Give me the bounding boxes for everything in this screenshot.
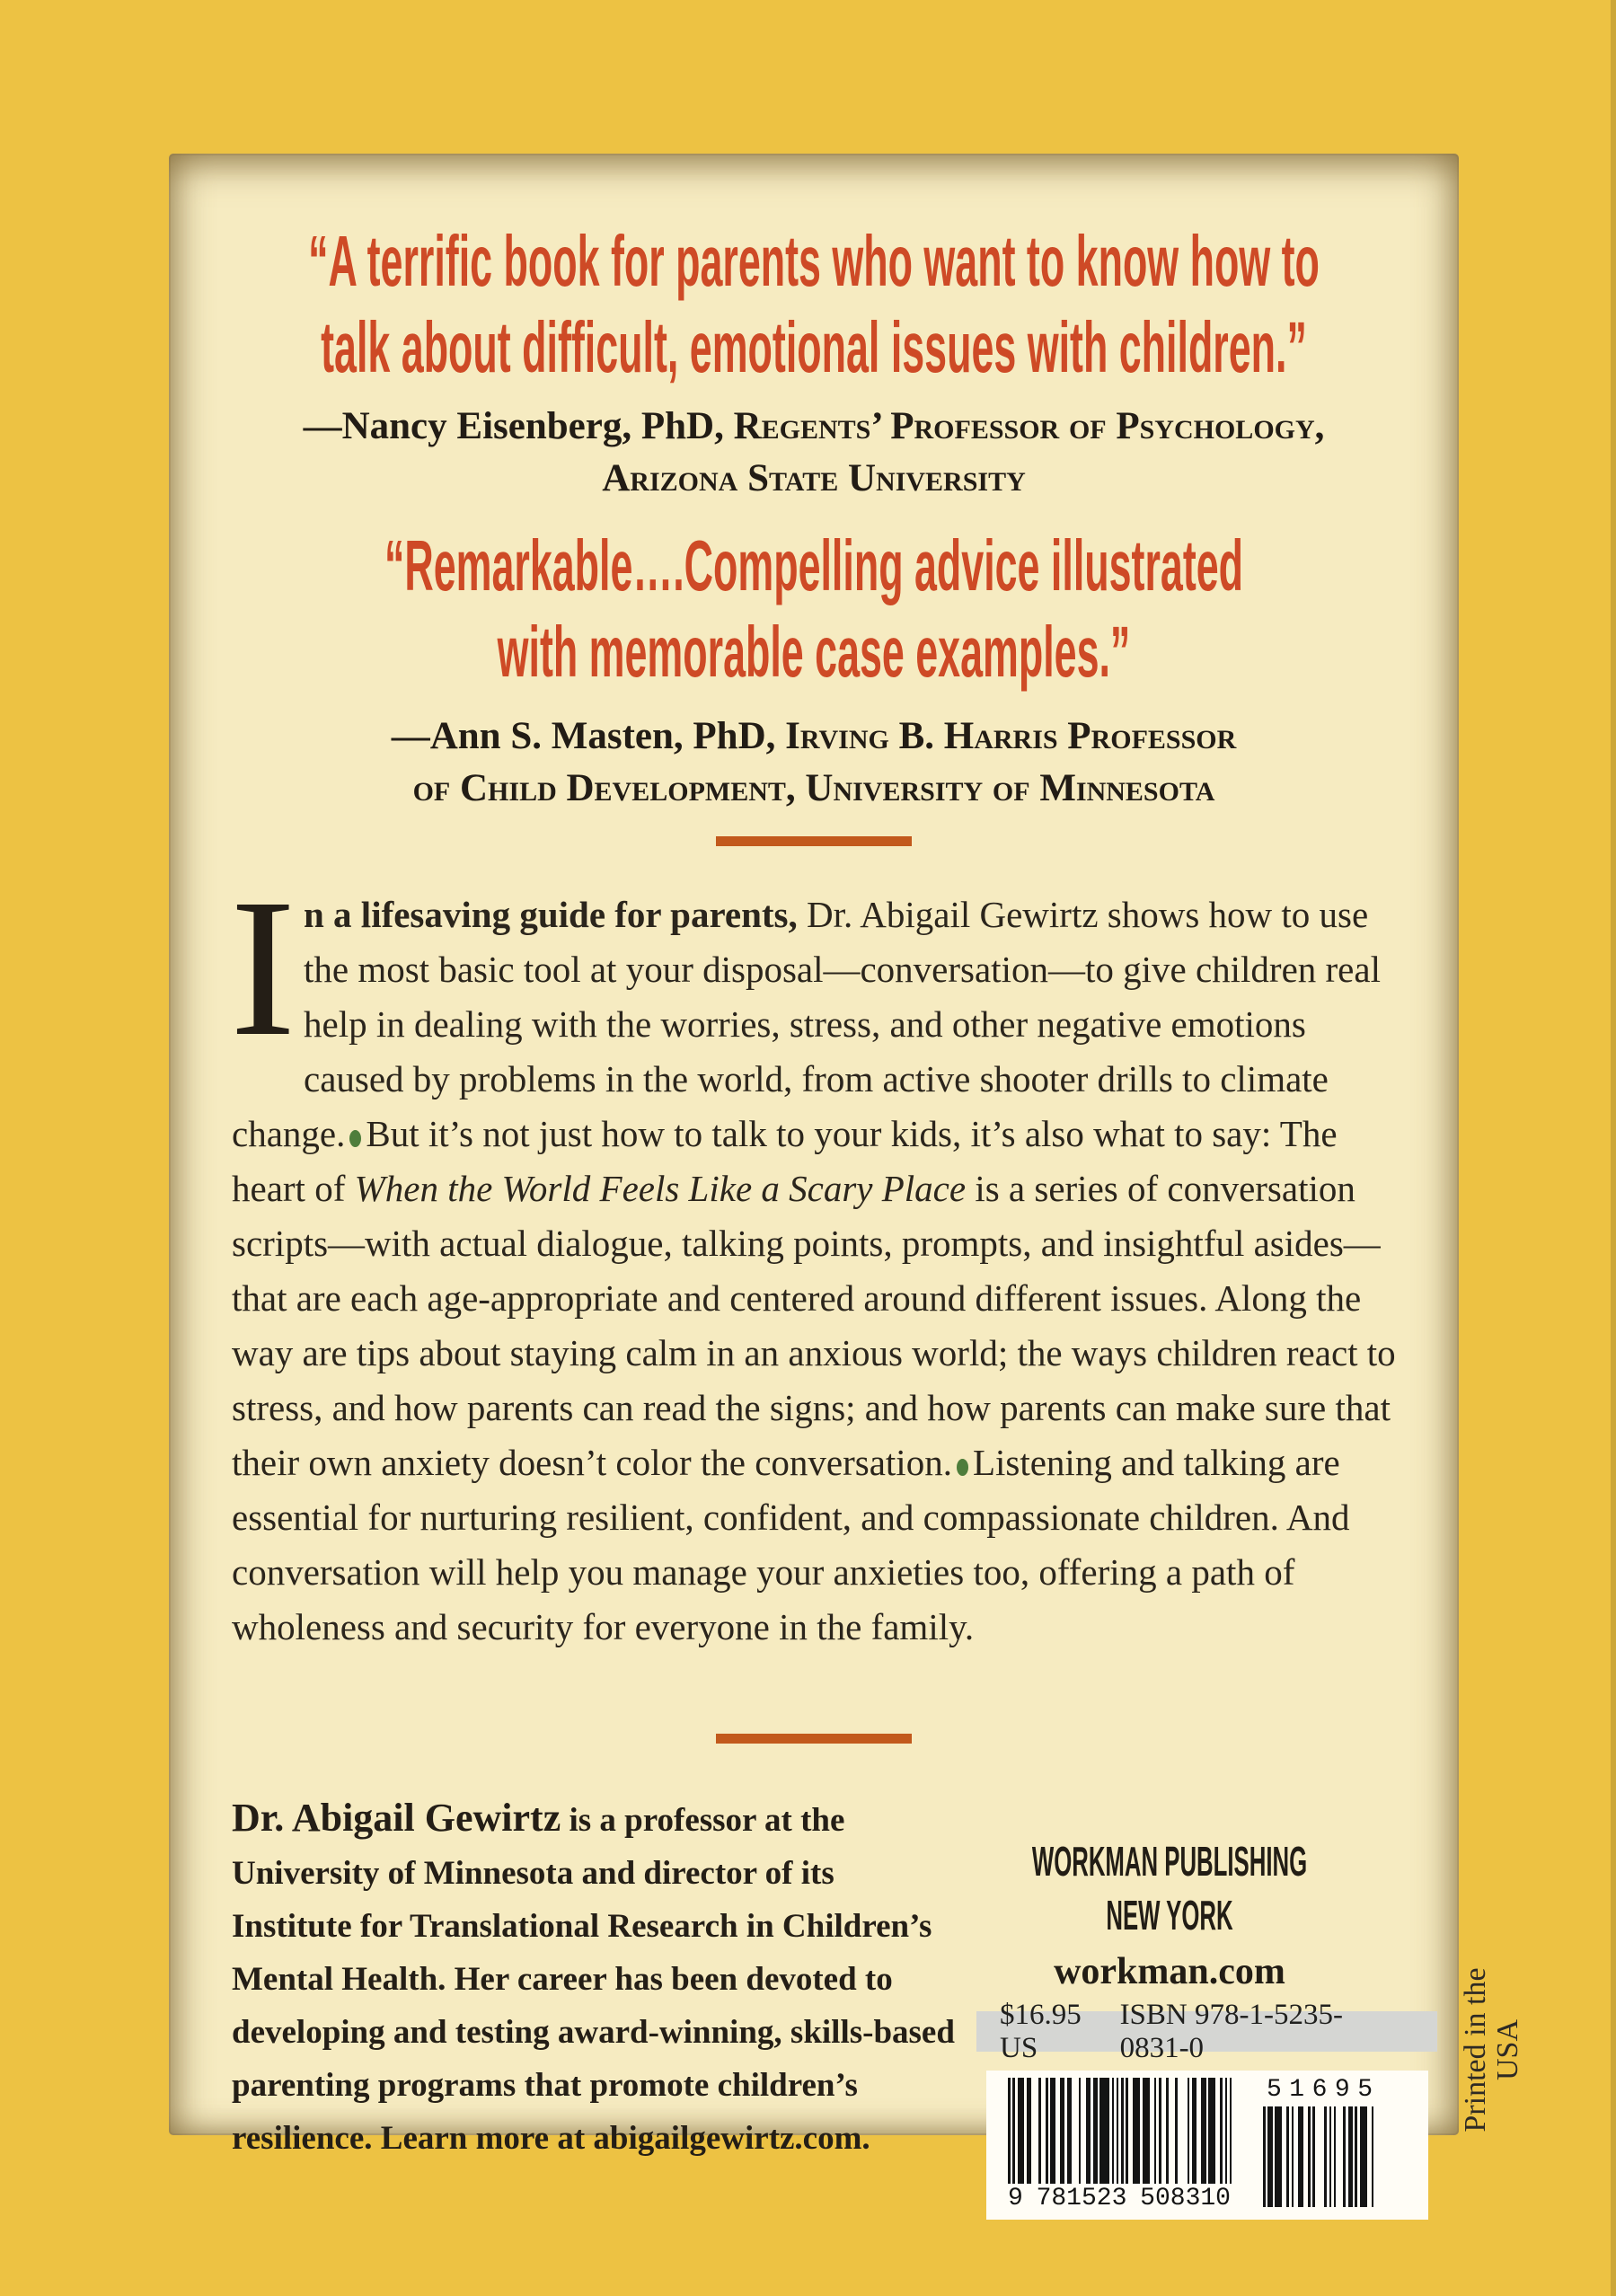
- publisher-block: [924, 1834, 1416, 1996]
- dropcap-letter: I: [230, 858, 296, 1077]
- section-divider-top: [716, 836, 912, 846]
- ean13-digits: [1008, 2186, 1234, 2212]
- price-label: $16.95 US: [1000, 1998, 1082, 2064]
- price-addon-barcode: [1263, 2078, 1376, 2207]
- addon-digits: 5 1 6 9 5: [1267, 2076, 1373, 2104]
- isbn-label: ISBN 978-1-5235-0831-0: [1119, 1998, 1343, 2064]
- page-right-edge-shading: [1611, 0, 1616, 2296]
- green-bullet-icon: [349, 1130, 361, 1147]
- endorsement-quote-1: “A terrific book for parents who want to know how to talk about difficult, emotional issues with children.”: [308, 221, 1320, 387]
- barcode-box: [986, 2071, 1428, 2220]
- printed-in-usa-note: Printed in the USA: [1459, 1967, 1524, 2133]
- publisher-name: WORKMAN PUBLISHING: [1031, 1838, 1308, 1885]
- endorsement-attribution-1: —Nancy Eisenberg, PhD, Regents’ Professor of Psychology, Arizona State University: [303, 405, 1325, 499]
- ean13-digit-first: 9: [1008, 2185, 1023, 2212]
- ean13-bars: [1008, 2078, 1234, 2184]
- publisher-website: workman.com: [1054, 1951, 1285, 1992]
- section-divider-bottom: [716, 1734, 912, 1744]
- publisher-city: NEW YORK: [1106, 1892, 1233, 1938]
- synopsis-paragraph: [232, 887, 1396, 1655]
- author-bio: Dr. Abigail Gewirtz is a professor at the University of Minnesota and director of its Institute for Translational Research in Children’s Mental Health. Her career has been devoted to developing and testing award-winning, skills-based parenting programs that promote children’s resilience. Learn more at abigailgewirtz.com.: [232, 1796, 955, 2157]
- addon-bars: [1263, 2106, 1376, 2207]
- price-isbn-strip: [976, 1998, 1437, 2064]
- ean13-digits-left: 781523: [1036, 2185, 1127, 2212]
- endorsement-quote-2: “Remarkable….Compelling advice illustrated with memorable case examples.”: [384, 525, 1244, 692]
- endorsement-attribution-2: —Ann S. Masten, PhD, Irving B. Harris Professor of Child Development, University of Minnesota: [391, 715, 1237, 809]
- ean13-barcode: [1008, 2078, 1234, 2214]
- green-bullet-icon: [957, 1459, 968, 1476]
- dropcap-spacer: [232, 887, 304, 1055]
- synopsis-text: n a lifesaving guide for parents, Dr. Abigail Gewirtz shows how to use the most basic tool at your disposal—conversation—to give children real help in dealing with the worries, stress, and other negative emotions caused by problems in the world, from active shooter drills to climate change. But it’s not just how to talk to your kids, it’s also what to say: The heart of When the World Feels Like a Scary Place is a series of conversation scripts—with actual dialogue, talking points, prompts, and insightful asides—that are each age-appropriate and centered around different issues. Along the way are tips about staying calm in an anxious world; the ways children react to stress, and how parents can read the signs; and how parents can make sure that their own anxiety doesn’t color the conversation. Listening and talking are essential for nurturing resilient, confident, and compassionate children. And conversation will help you manage your anxieties too, offering a path of wholeness and security for everyone in the family.: [232, 894, 1396, 1647]
- ean13-digits-right: 508310: [1140, 2185, 1231, 2212]
